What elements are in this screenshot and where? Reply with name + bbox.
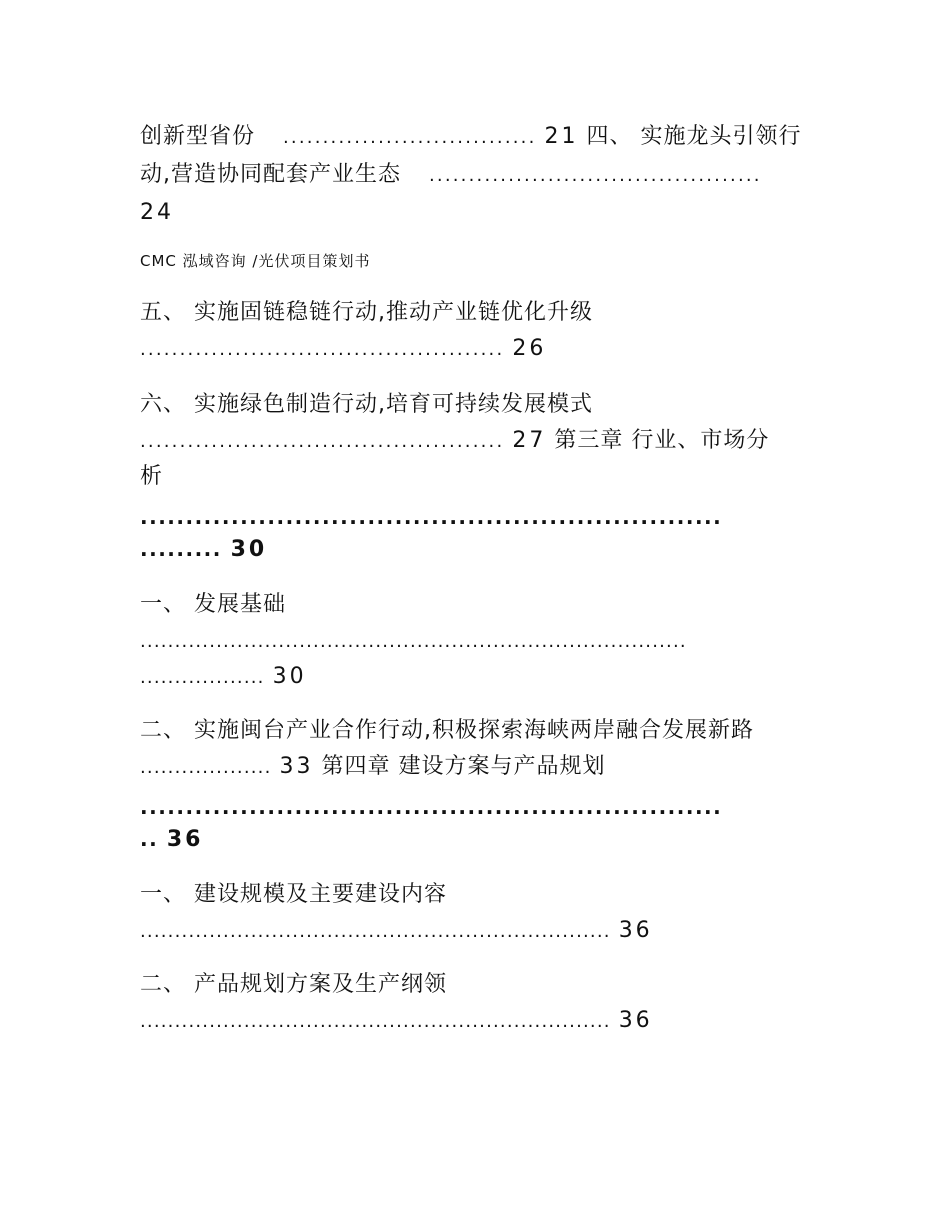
toc-leader-dots: ............................................................................... bbox=[140, 631, 687, 652]
toc-line bbox=[140, 390, 593, 420]
toc-leader-dots: ......... bbox=[140, 537, 222, 561]
toc-entry-text: 五、 实施固链稳链行动,推动产业链优化升级 bbox=[140, 300, 593, 325]
toc-page-number: 27 bbox=[512, 428, 547, 453]
toc-page-number: 26 bbox=[512, 336, 547, 361]
toc-line bbox=[140, 198, 174, 228]
toc-chapter-line bbox=[140, 824, 204, 855]
toc-line bbox=[140, 626, 687, 657]
toc-leader-dots: .................................................................... bbox=[140, 1011, 611, 1032]
toc-entry-text: 动,营造协同配套产业生态 bbox=[140, 162, 401, 187]
toc-page-number: 30 bbox=[230, 537, 268, 562]
toc-entry-text: 第四章 建设方案与产品规划 bbox=[321, 754, 606, 779]
running-header: CMC 泓域咨询 /光伏项目策划书 bbox=[140, 252, 371, 270]
toc-line bbox=[140, 970, 447, 1000]
toc-chapter-line bbox=[140, 792, 722, 823]
toc-page-number: 36 bbox=[166, 827, 204, 852]
toc-leader-dots: .................. bbox=[140, 667, 265, 688]
toc-line bbox=[140, 662, 307, 693]
toc-leader-dots: .................................................................... bbox=[140, 921, 611, 942]
toc-page-number: 36 bbox=[618, 1008, 653, 1033]
toc-leader-dots: .. bbox=[140, 827, 159, 851]
toc-page-number: 36 bbox=[618, 918, 653, 943]
toc-entry-text: 一、 建设规模及主要建设内容 bbox=[140, 882, 447, 907]
toc-line bbox=[140, 462, 163, 492]
toc-leader-dots: ................... bbox=[140, 757, 272, 778]
toc-page-number: 30 bbox=[272, 664, 307, 689]
toc-line bbox=[140, 752, 606, 783]
toc-line bbox=[140, 122, 802, 153]
toc-leader-dots: ................................................................ bbox=[140, 795, 723, 819]
toc-entry-text: 第三章 行业、市场分 bbox=[554, 428, 770, 453]
toc-line bbox=[140, 334, 546, 365]
toc-entry-text: 析 bbox=[140, 464, 164, 489]
toc-chapter-line bbox=[140, 534, 267, 565]
toc-leader-dots: ................................................................ bbox=[140, 505, 723, 529]
toc-leader-dots: .......................................... bbox=[429, 165, 762, 186]
toc-entry-text: 创新型省份 bbox=[140, 124, 256, 149]
toc-line bbox=[140, 160, 762, 191]
toc-entry-text: 六、 实施绿色制造行动,培育可持续发展模式 bbox=[140, 392, 593, 417]
toc-leader-dots: .............................................. bbox=[140, 431, 505, 452]
toc-chapter-line bbox=[140, 502, 722, 533]
toc-page-number: 33 bbox=[279, 754, 314, 779]
toc-line bbox=[140, 716, 754, 746]
toc-line bbox=[140, 426, 769, 457]
toc-line bbox=[140, 1006, 653, 1037]
toc-entry-text: 二、 产品规划方案及生产纲领 bbox=[140, 972, 447, 997]
toc-line bbox=[140, 298, 593, 328]
toc-page-number: 24 bbox=[140, 200, 174, 225]
toc-line bbox=[140, 590, 286, 620]
toc-entry-text: 一、 发展基础 bbox=[140, 592, 286, 617]
toc-entry-text: 二、 实施闽台产业合作行动,积极探索海峡两岸融合发展新路 bbox=[140, 718, 754, 743]
toc-entry-text: 四、 实施龙头引领行 bbox=[586, 124, 802, 149]
toc-page-number: 21 bbox=[544, 124, 579, 149]
toc-leader-dots: .............................................. bbox=[140, 339, 505, 360]
toc-leader-dots: ................................ bbox=[283, 127, 537, 148]
toc-line bbox=[140, 880, 447, 910]
toc-line bbox=[140, 916, 653, 947]
